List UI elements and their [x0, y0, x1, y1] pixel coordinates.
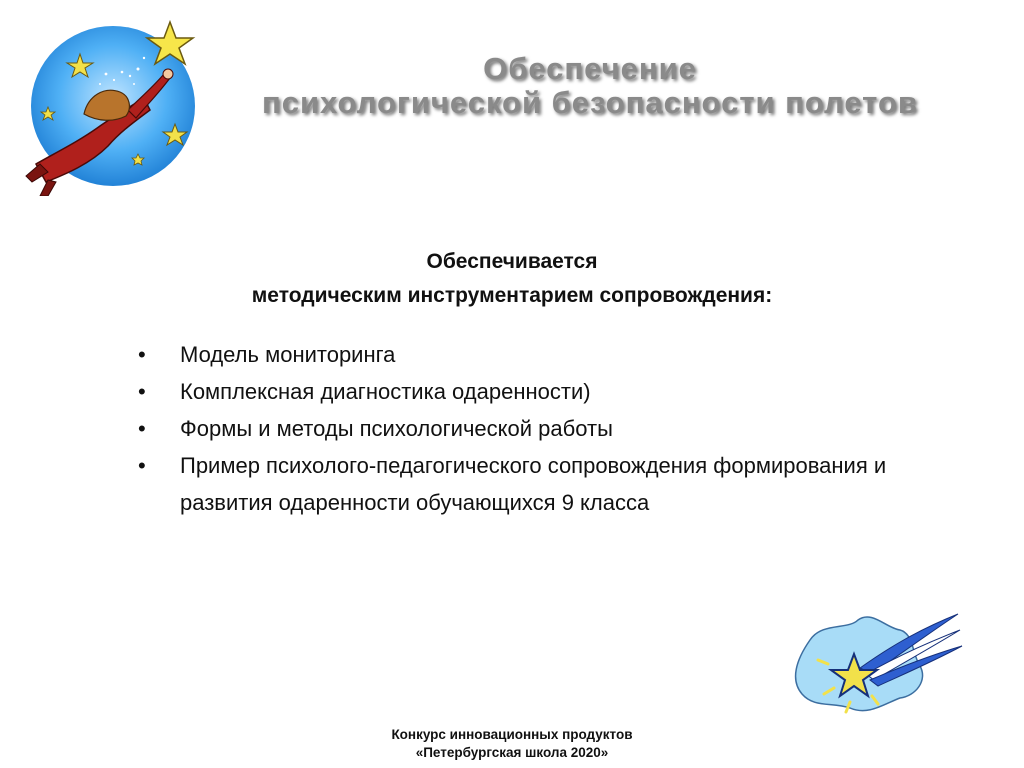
slide-title — [200, 52, 980, 120]
bullet-list — [138, 336, 918, 521]
slide-title-line-2: психологической безопасности полетов — [262, 85, 918, 120]
footer-line-1: Конкурс инновационных продуктов — [391, 727, 633, 742]
flying-girl-with-star-icon — [18, 14, 208, 196]
slide-title-line-1: Обеспечение — [483, 51, 697, 86]
list-item — [138, 373, 918, 410]
slide-subtitle-line-2: методическим инструментарием сопровождения: — [251, 284, 773, 307]
bullet-marker: • — [138, 453, 146, 478]
bullet-marker: • — [138, 379, 146, 404]
bullet-marker: • — [138, 342, 146, 367]
list-item-text: Комплексная диагностика одаренности) — [180, 379, 591, 404]
list-item-text: Пример психолого-педагогического сопровождения формирования и развития одаренности обучающихся 9 класса — [180, 453, 887, 515]
list-item — [138, 447, 900, 521]
bullet-marker: • — [138, 416, 146, 441]
list-item-text: Формы и методы психологической работы — [180, 416, 613, 441]
footer-line-2: «Петербургская школа 2020» — [415, 745, 609, 760]
list-item — [138, 410, 918, 447]
slide-subtitle-line-1: Обеспечивается — [426, 250, 598, 273]
slide-subtitle — [112, 245, 912, 313]
shooting-star-icon — [788, 608, 966, 720]
list-item-text: Модель мониторинга — [180, 342, 396, 367]
list-item — [138, 336, 918, 373]
slide-footer — [262, 726, 762, 762]
